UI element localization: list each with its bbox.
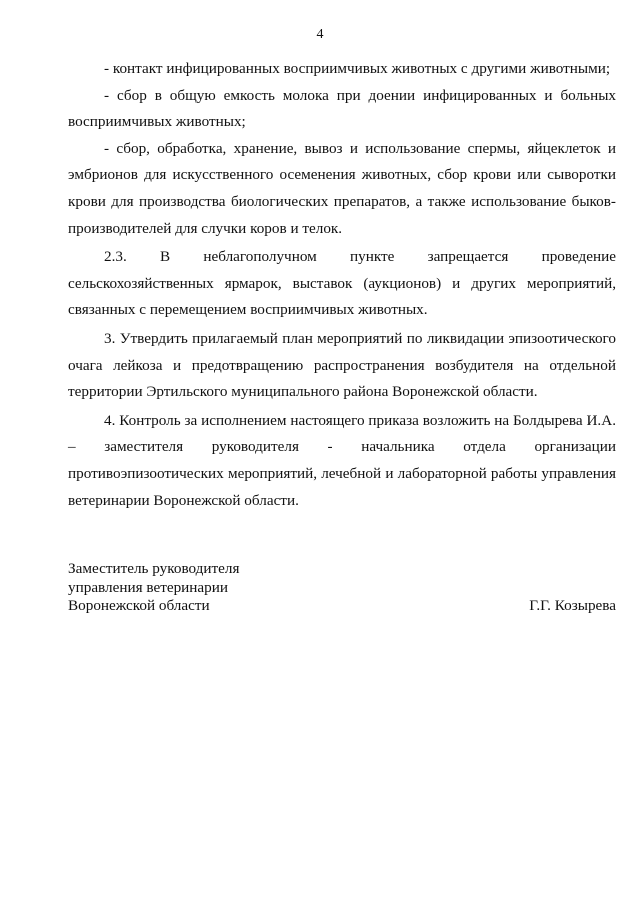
signatory-name: Г.Г. Козырева [529,597,616,614]
signature-title-line: управления ветеринарии [68,578,229,596]
page-number: 4 [316,27,324,42]
signature-title-line: Воронежской области [68,597,210,614]
signature-block [68,560,616,616]
document-body [68,56,616,514]
list-item-contact: - контакт инфицированных восприимчивых животных с другими животными; [104,60,611,77]
signature-title-line: Заместитель руководителя [68,560,240,577]
clause-4: 4. Контроль за исполнением настоящего приказа возложить на Болдырева И.А. – заместителя руководителя - начальника отдела организации противоэпизоотических мероприятий, лечебной и лабораторной работы управления ветеринарии Воронежской области. [68,411,616,509]
clause-3: 3. Утвердить прилагаемый план мероприятий по ликвидации эпизоотического очага лейкоза и предотвращению распространения возбудителя на отдельной территории Эртильского муниципального района Воронежской области. [68,329,616,401]
list-item-semen-handling: - сбор, обработка, хранение, вывоз и использование спермы, яйцеклеток и эмбрионов для искусственного осеменения животных, сбор крови или сыворотки крови для производства биологических препаратов, а также использование быков-производителей для случки коров и телок. [68,139,616,237]
clause-2-3: 2.3. В неблагополучном пункте запрещается проведение сельскохозяйственных ярмарок, выставок (аукционов) и других мероприятий, связанных с перемещением восприимчивых животных. [68,248,616,319]
list-item-milk-collection: - сбор в общую емкость молока при доении инфицированных и больных восприимчивых животных; [68,86,616,131]
